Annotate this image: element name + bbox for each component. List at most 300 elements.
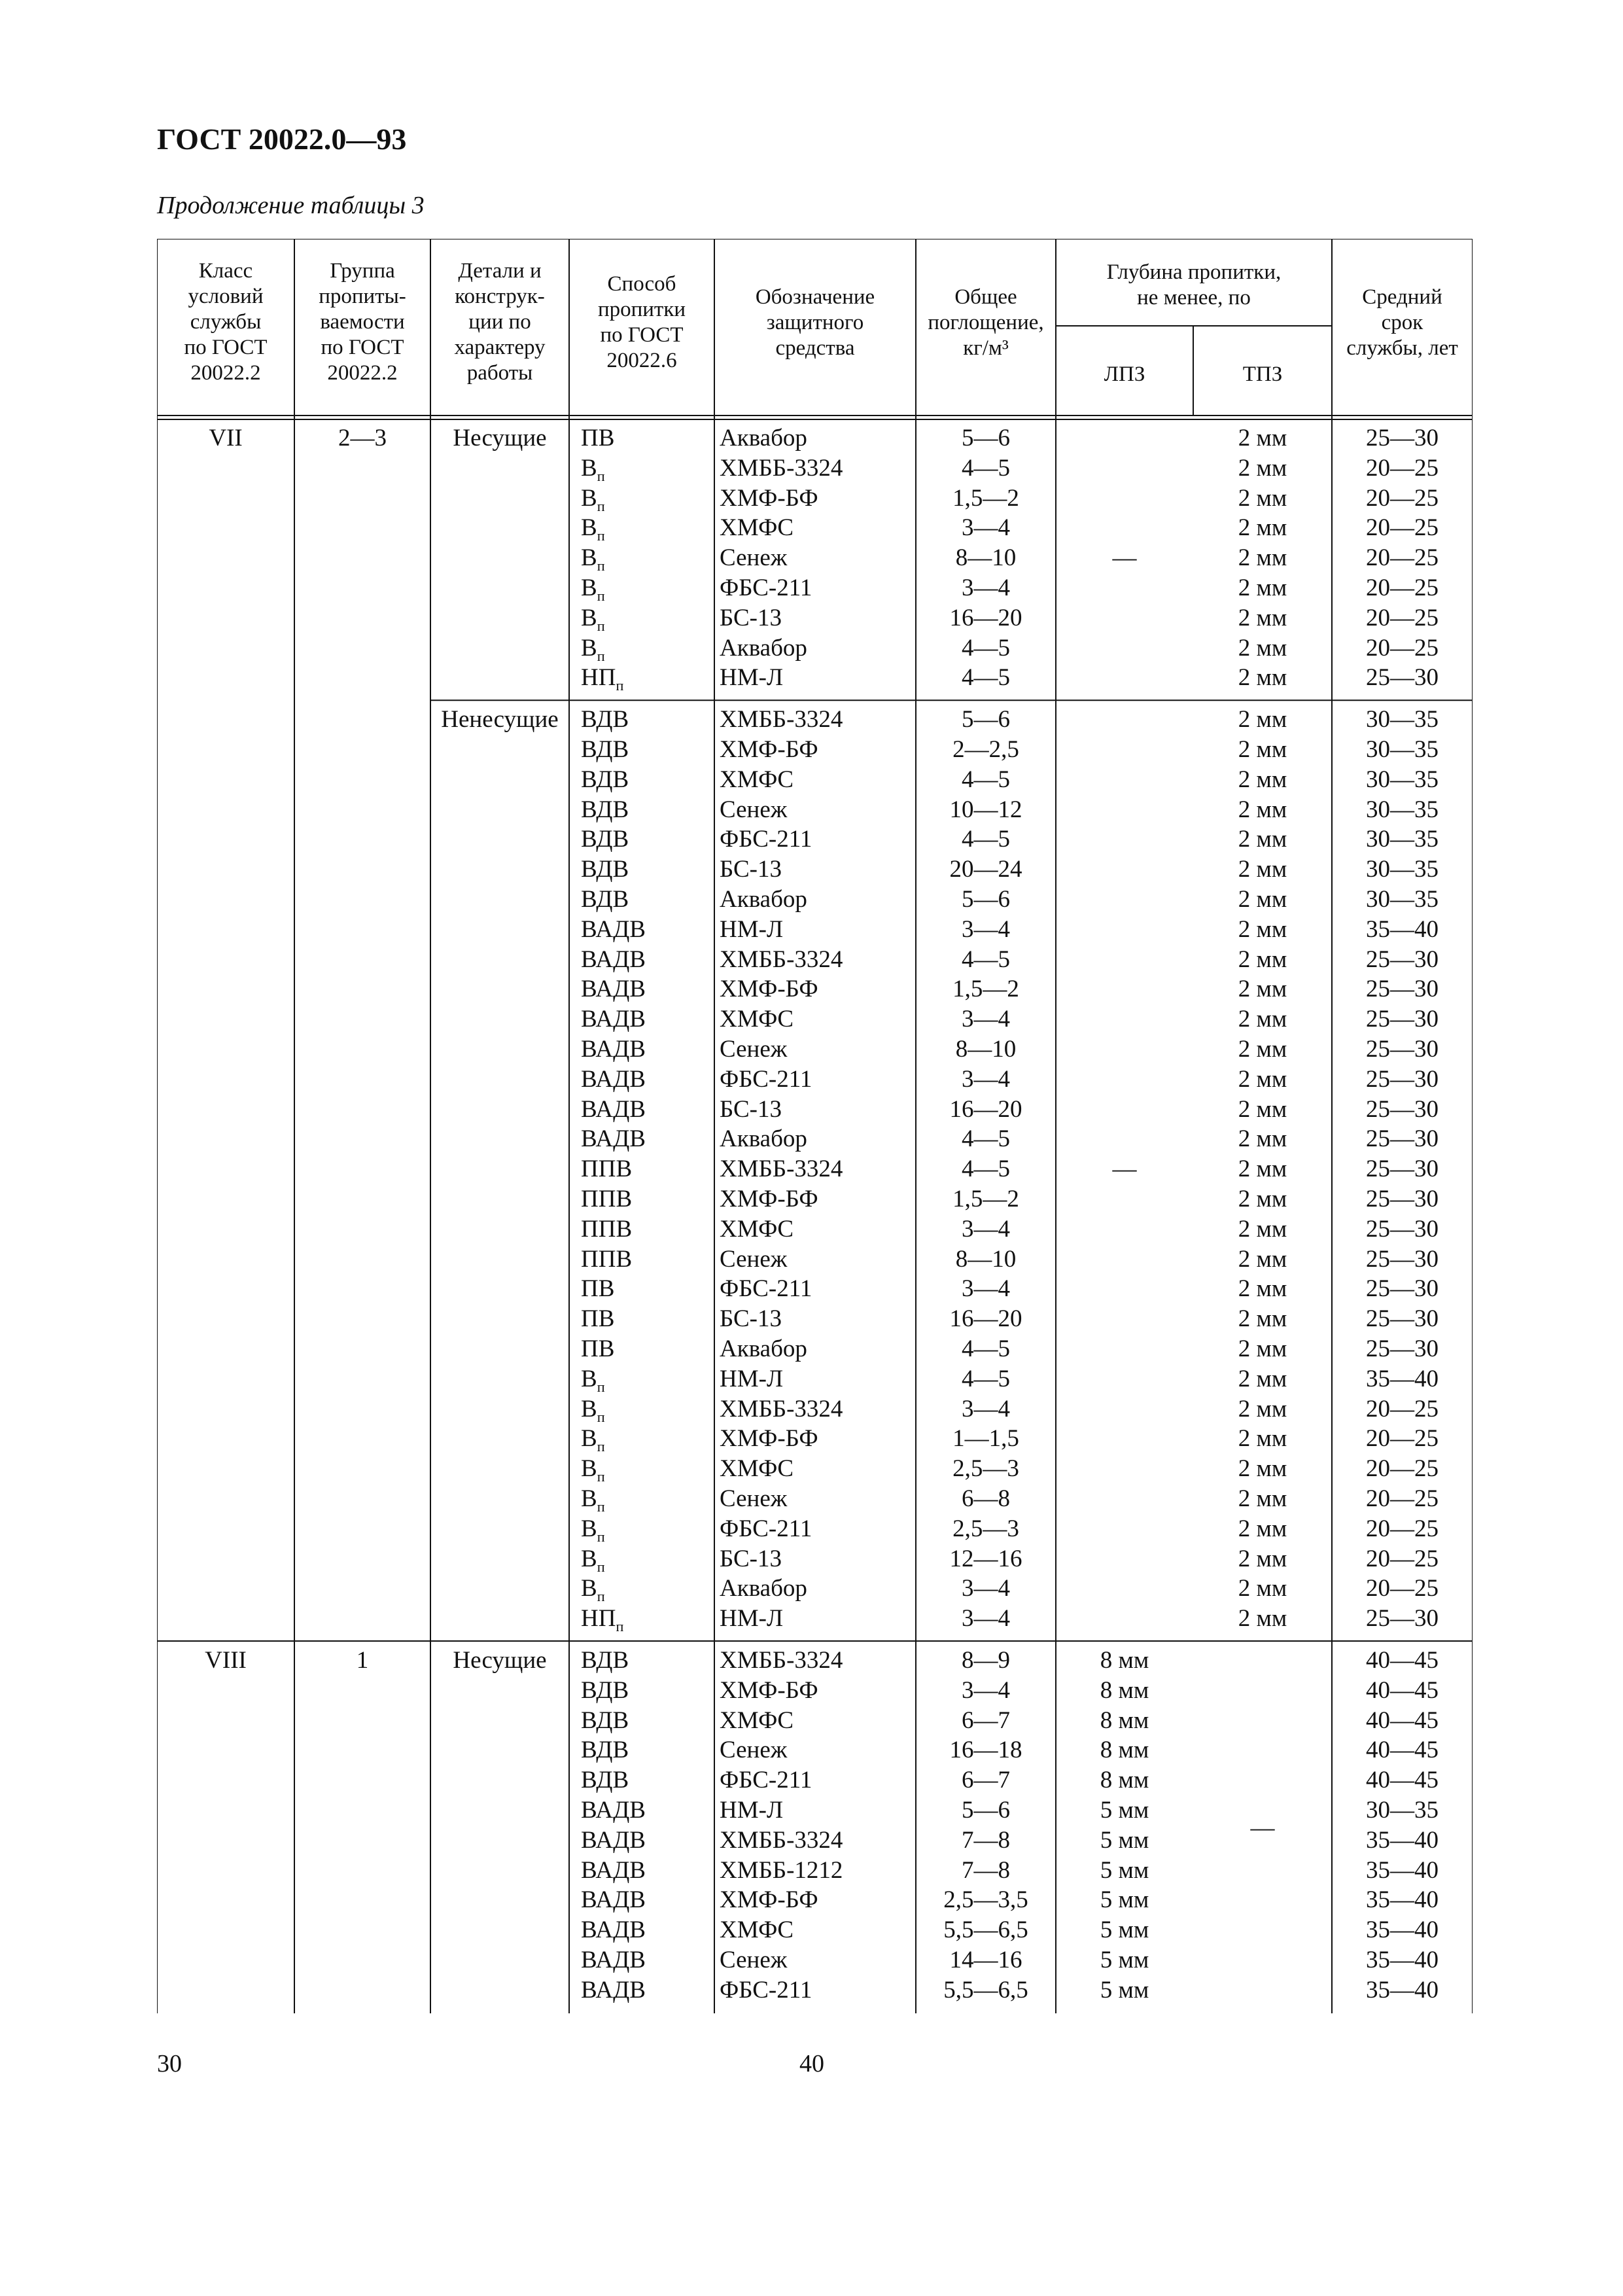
absorption-cell-text: 3—4 [962,1006,1010,1033]
method-cell-text: ВАДВ [581,1065,646,1093]
service-life-cell [1332,1095,1473,1125]
depth-tpz-cell-text: 2 мм [1238,706,1287,733]
service-life-cell [1332,1034,1473,1065]
absorption-cell-text: 16—20 [949,1095,1022,1123]
method-cell [581,513,712,543]
agent-cell-text: Аквабор [720,634,807,662]
depth-tpz-cell-text: 2 мм [1238,886,1287,913]
method-cell [581,1424,712,1454]
depth-tpz-cell [1193,453,1332,484]
depth-tpz-cell [1193,513,1332,543]
depth-tpz-cell [1193,663,1332,693]
service-life-cell-text: 25—30 [1366,664,1439,692]
absorption-cell [916,1304,1056,1334]
method-cell-text: ВАДВ [581,1976,646,2004]
absorption-cell-text: 16—20 [949,1305,1022,1333]
service-class-cell [157,423,294,453]
method-cell [581,765,712,795]
service-life-cell [1332,543,1473,573]
service-life-cell [1332,1184,1473,1214]
depth-tpz-cell [1193,543,1332,573]
service-life-cell [1332,1604,1473,1634]
agent-cell-text: ХМББ-3324 [720,1826,843,1854]
service-life-cell-text: 35—40 [1366,1976,1439,2004]
method-cell-text: ВДВ [581,826,629,853]
service-life-cell-text: 20—25 [1366,1395,1439,1422]
method-cell-text: ВАДВ [581,1947,646,1973]
depth-tpz-cell [1193,795,1332,825]
absorption-cell [916,765,1056,795]
depth-tpz-cell-text: 2 мм [1238,1036,1287,1063]
agent-cell-text: БС-13 [720,1545,782,1572]
absorption-cell [916,1795,1056,1826]
absorption-cell-text: 1—1,5 [952,1425,1019,1453]
absorption-cell-text: 3—4 [962,1575,1010,1602]
header-line: срок [1381,311,1423,334]
header-line: Группа [330,259,395,283]
absorption-cell [916,945,1056,975]
absorption-cell-text: 6—7 [962,1706,1010,1734]
details-type-cell [430,1646,569,1676]
method-cell-subscript: п [597,1498,605,1515]
depth-tpz-cell [1193,1574,1332,1604]
depth-tpz-cell-text: 2 мм [1238,796,1287,823]
method-cell-text: В [581,1515,597,1542]
header-line: защитного [766,311,864,334]
absorption-cell-text: 14—16 [949,1947,1022,1973]
absorption-cell-text: 16—20 [949,604,1022,631]
service-life-cell [1332,1454,1473,1484]
treatability-group-cell-text: 2—3 [338,425,387,451]
absorption-cell [916,1274,1056,1304]
depth-tpz-cell-text: 2 мм [1238,634,1287,662]
agent-cell-text: ХМФ-БФ [720,1676,818,1704]
service-life-cell-text: 40—45 [1366,1676,1439,1704]
service-life-cell [1332,735,1473,765]
service-life-cell [1332,824,1473,855]
depth-tpz-cell [1193,1004,1332,1034]
agent-cell-text: ФБС-211 [720,1515,812,1542]
service-life-cell [1332,1915,1473,1945]
method-cell-text: ПВ [581,1305,615,1333]
method-cell-text: ВДВ [581,706,629,733]
service-life-cell [1332,1676,1473,1706]
method-cell-text: ВАДВ [581,945,646,973]
absorption-cell-text: 4—5 [962,1365,1010,1392]
depth-tpz-cell [1193,1214,1332,1245]
absorption-cell-text: 4—5 [962,664,1010,692]
method-cell [581,1795,712,1826]
depth-tpz-cell-text: 2 мм [1238,976,1287,1003]
service-life-cell-text: 25—30 [1366,1065,1439,1093]
service-life-cell-text: 20—25 [1366,634,1439,662]
method-cell [581,1065,712,1095]
method-cell-text: ВАДВ [581,1095,646,1123]
method-cell [581,1034,712,1065]
absorption-cell-text: 5,5—6,5 [943,1976,1028,2004]
method-cell-text: В [581,604,597,631]
header-depth [1056,260,1332,311]
absorption-cell-text: 5—6 [962,706,1010,733]
depth-lpz-cell [1056,1795,1193,1826]
service-life-cell [1332,1274,1473,1304]
depth-tpz-cell-text: 2 мм [1238,736,1287,763]
agent-cell-text: Аквабор [720,1335,807,1362]
absorption-cell-text: 1,5—2 [952,484,1019,512]
service-life-cell [1332,423,1473,453]
absorption-cell [916,1735,1056,1765]
absorption-cell [916,1245,1056,1275]
agent-cell-text: Сенеж [720,1036,788,1063]
agent-cell-text: НМ-Л [720,915,784,943]
depth-tpz-cell-text: 2 мм [1238,1605,1287,1633]
absorption-cell-text: 4—5 [962,1335,1010,1362]
depth-tpz-cell [1193,1424,1332,1454]
depth-lpz-cell-text: 8 мм [1100,1706,1149,1734]
agent-cell-text: ФБС-211 [720,1275,812,1303]
method-cell-subscript: п [597,1408,605,1425]
header-line: по ГОСТ [600,323,684,347]
agent-cell [720,1735,916,1765]
depth-tpz-cell [1193,1334,1332,1364]
absorption-cell-text: 3—4 [962,1395,1010,1422]
service-life-cell-text: 35—40 [1366,1947,1439,1973]
absorption-cell-text: 3—4 [962,1215,1010,1243]
method-cell-subscript: п [597,527,605,544]
service-life-cell-text: 35—40 [1366,1856,1439,1884]
method-cell-text: В [581,1485,597,1512]
service-life-cell-text: 40—45 [1366,1647,1439,1674]
header-lpz: ЛПЗ [1104,362,1145,386]
service-life-cell-text: 20—25 [1366,1575,1439,1602]
service-life-cell-text: 40—45 [1366,1767,1439,1794]
method-cell [581,1364,712,1394]
header-line: Обозначение [755,285,875,309]
details-type-cell [430,705,569,735]
service-life-cell-text: 25—30 [1366,976,1439,1003]
method-cell [581,1945,712,1975]
depth-lpz-cell [1056,1676,1193,1706]
service-life-cell-text: 30—35 [1366,736,1439,763]
depth-tpz-cell [1193,423,1332,453]
absorption-cell-text: 3—4 [962,514,1010,542]
agent-cell [720,453,916,484]
absorption-cell-text: 10—12 [949,796,1022,823]
method-cell [581,1765,712,1795]
absorption-cell-text: 4—5 [962,634,1010,662]
depth-tpz-cell [1193,855,1332,885]
header-line: по ГОСТ [184,336,268,359]
agent-cell [720,1484,916,1514]
depth-tpz-cell-text: 2 мм [1238,1095,1287,1123]
method-cell [581,453,712,484]
agent-cell-text: ФБС-211 [720,826,812,853]
service-life-cell-text: 25—30 [1366,1275,1439,1303]
depth-lpz-cell [1056,1735,1193,1765]
header-line: условий [188,285,264,308]
agent-cell-text: ХМФ-БФ [720,736,818,763]
method-cell-subscript: п [597,647,605,664]
agent-cell [720,855,916,885]
agent-cell [720,1124,916,1154]
depth-tpz-cell-text: 2 мм [1238,1395,1287,1422]
service-life-cell-text: 35—40 [1366,1886,1439,1914]
depth-lpz-cell [1056,1646,1193,1676]
header-line: Глубина пропитки, [1106,260,1282,284]
absorption-cell-text: 16—18 [949,1737,1022,1764]
depth-lpz-cell [1056,1706,1193,1736]
service-life-cell [1332,1646,1473,1676]
method-cell-text: ВДВ [581,1767,629,1794]
agent-cell-text: Аквабор [720,1575,807,1602]
method-cell [581,1454,712,1484]
agent-cell-text: ХМФС [720,514,794,542]
method-cell [581,1514,712,1544]
method-cell-text: ВДВ [581,766,629,793]
depth-tpz-cell [1193,1484,1332,1514]
depth-tpz-cell-text: 2 мм [1238,1305,1287,1333]
depth-tpz-cell-text: 2 мм [1238,1245,1287,1273]
method-cell [581,484,712,514]
service-life-cell-text: 20—25 [1366,1425,1439,1453]
service-life-cell-text: 30—35 [1366,886,1439,913]
agent-cell-text: Аквабор [720,886,807,913]
method-cell [581,1095,712,1125]
service-life-cell-text: 25—30 [1366,1305,1439,1333]
agent-cell-text: ХМББ-3324 [720,1647,843,1674]
absorption-cell-text: 4—5 [962,826,1010,853]
service-life-cell [1332,513,1473,543]
method-cell-text: ППВ [581,1245,633,1273]
service-life-cell [1332,795,1473,825]
treatability-group-cell-text: 1 [356,1647,369,1674]
method-cell-text: В [581,454,597,482]
depth-tpz-cell [1193,1154,1332,1184]
depth-tpz-cell-text: 2 мм [1238,945,1287,973]
depth-tpz-cell-text: 2 мм [1238,1156,1287,1183]
absorption-cell-text: 3—4 [962,1065,1010,1093]
depth-tpz-cell-text: 2 мм [1238,915,1287,943]
agent-cell [720,1454,916,1484]
service-life-cell-text: 20—25 [1366,544,1439,572]
absorption-cell-text: 20—24 [949,856,1022,883]
depth-tpz-cell-text: 2 мм [1238,1275,1287,1303]
service-life-cell-text: 25—30 [1366,945,1439,973]
agent-cell-text: Аквабор [720,425,807,451]
absorption-cell [916,1214,1056,1245]
method-cell-text: ВДВ [581,886,629,913]
agent-cell [720,1095,916,1125]
service-life-cell [1332,945,1473,975]
method-cell [581,633,712,663]
absorption-cell-text: 2,5—3 [952,1515,1019,1542]
agent-cell [720,1004,916,1034]
depth-tpz-cell-text: 2 мм [1238,826,1287,853]
service-life-cell-text: 30—35 [1366,766,1439,793]
depth-tpz-cell [1193,1604,1332,1634]
service-life-cell [1332,1706,1473,1736]
service-life-cell [1332,1574,1473,1604]
agent-cell-text: ХМФС [720,1215,794,1243]
service-life-cell [1332,1424,1473,1454]
service-life-cell-text: 30—35 [1366,706,1439,733]
agent-cell-text: БС-13 [720,604,782,631]
absorption-cell-text: 12—16 [949,1545,1022,1572]
method-cell-text: В [581,1425,597,1453]
service-life-cell [1332,1765,1473,1795]
service-life-cell [1332,1304,1473,1334]
agent-cell [720,1676,916,1706]
service-life-cell [1332,1735,1473,1765]
absorption-cell [916,1394,1056,1424]
agent-cell [720,1856,916,1886]
agent-cell [720,915,916,945]
absorption-cell-text: 8—10 [955,1036,1017,1063]
absorption-cell-text: 5—6 [962,886,1010,913]
absorption-cell [916,705,1056,735]
agent-cell [720,974,916,1004]
depth-tpz-cell-text: 2 мм [1238,574,1287,601]
service-life-cell [1332,1514,1473,1544]
absorption-cell-text: 3—4 [962,574,1010,601]
absorption-cell [916,1676,1056,1706]
method-cell [581,663,712,693]
absorption-cell [916,735,1056,765]
absorption-cell-text: 4—5 [962,1125,1010,1153]
method-cell-text: В [581,544,597,572]
header-class [157,258,294,386]
absorption-cell [916,1184,1056,1214]
depth-lpz-cell-text: 8 мм [1100,1647,1149,1674]
absorption-cell-text: 2,5—3 [952,1455,1019,1483]
header-agent [714,285,916,361]
absorption-cell-text: 6—7 [962,1767,1010,1794]
method-cell-subscript: п [597,1528,605,1545]
method-cell [581,1706,712,1736]
depth-tpz-cell-text: 2 мм [1238,425,1287,451]
service-life-cell [1332,1394,1473,1424]
details-type-cell-text: Несущие [453,425,547,451]
depth-lpz-cell-text: 5 мм [1100,1856,1149,1884]
method-cell-text: В [581,1365,597,1392]
method-cell-subscript: п [597,617,605,634]
agent-cell [720,1706,916,1736]
details-type-cell [430,423,569,453]
method-cell-text: В [581,574,597,601]
agent-cell-text: ФБС-211 [720,1976,812,2004]
agent-cell-text: ХМББ-3324 [720,945,843,973]
service-class-cell-text: VIII [205,1647,247,1674]
service-life-cell-text: 20—25 [1366,484,1439,512]
service-life-cell [1332,1945,1473,1975]
header-tpz: ТПЗ [1242,362,1283,386]
depth-tpz-dash-text: — [1250,1814,1275,1842]
service-life-cell [1332,1154,1473,1184]
method-cell [581,1735,712,1765]
header-line: характеру [454,336,546,359]
method-cell [581,1245,712,1275]
method-cell [581,1676,712,1706]
depth-tpz-cell-text: 2 мм [1238,664,1287,692]
absorption-cell-text: 2,5—3,5 [943,1886,1028,1914]
table-continuation-label: Продолжение таблицы 3 [157,192,425,219]
agent-cell-text: ХМФС [720,1916,794,1944]
depth-tpz-cell [1193,1245,1332,1275]
header-line: Класс [198,259,253,283]
service-life-cell-text: 20—25 [1366,604,1439,631]
service-life-cell [1332,1856,1473,1886]
depth-tpz-cell [1193,1095,1332,1125]
depth-tpz-cell [1193,945,1332,975]
agent-cell [720,484,916,514]
agent-cell [720,573,916,603]
method-cell-text: В [581,1455,597,1483]
page-number-center: 40 [799,2050,824,2077]
depth-tpz-cell-text: 2 мм [1238,856,1287,883]
method-cell [581,603,712,633]
depth-lpz-dash-text: — [1112,544,1137,572]
agent-cell-text: Сенеж [720,1737,788,1764]
agent-cell-text: Сенеж [720,1947,788,1973]
depth-tpz-cell [1193,1184,1332,1214]
absorption-cell [916,663,1056,693]
method-cell-text: НП [581,1605,616,1633]
absorption-cell [916,1544,1056,1574]
absorption-cell [916,824,1056,855]
depth-tpz-cell [1193,633,1332,663]
absorption-cell-text: 2—2,5 [952,736,1019,763]
service-life-cell-text: 25—30 [1366,1335,1439,1362]
treatability-group-cell [294,1646,430,1676]
absorption-cell-text: 3—4 [962,1275,1010,1303]
agent-cell-text: Аквабор [720,1125,807,1153]
absorption-cell-text: 1,5—2 [952,976,1019,1003]
method-cell-text: ВАДВ [581,1797,646,1824]
service-life-cell [1332,1975,1473,2005]
depth-tpz-cell-text: 2 мм [1238,1425,1287,1453]
agent-cell [720,1424,916,1454]
agent-cell-text: ХМФС [720,1455,794,1483]
service-life-cell [1332,603,1473,633]
method-cell-text: ВДВ [581,796,629,823]
absorption-cell [916,795,1056,825]
absorption-cell [916,1004,1056,1034]
service-life-cell-text: 20—25 [1366,514,1439,542]
method-cell [581,1646,712,1676]
service-life-cell-text: 25—30 [1366,1036,1439,1063]
service-life-cell [1332,663,1473,693]
method-cell-text: ПВ [581,1275,615,1303]
service-life-cell-text: 35—40 [1366,1826,1439,1854]
absorption-cell-text: 4—5 [962,1156,1010,1183]
method-cell-subscript: п [597,1588,605,1605]
agent-cell-text: ХМФ-БФ [720,1186,818,1212]
service-life-cell-text: 25—30 [1366,1245,1439,1273]
agent-cell [720,633,916,663]
agent-cell [720,735,916,765]
depth-lpz-cell-text: 5 мм [1100,1976,1149,2004]
method-cell-text: ПВ [581,1335,615,1362]
depth-tpz-cell [1193,1514,1332,1544]
method-cell [581,855,712,885]
method-cell-text: В [581,484,597,512]
depth-tpz-cell [1193,1065,1332,1095]
service-life-cell [1332,1004,1473,1034]
service-life-cell [1332,1826,1473,1856]
header-line: Способ [607,272,676,296]
method-cell [581,1334,712,1364]
depth-tpz-cell [1193,915,1332,945]
